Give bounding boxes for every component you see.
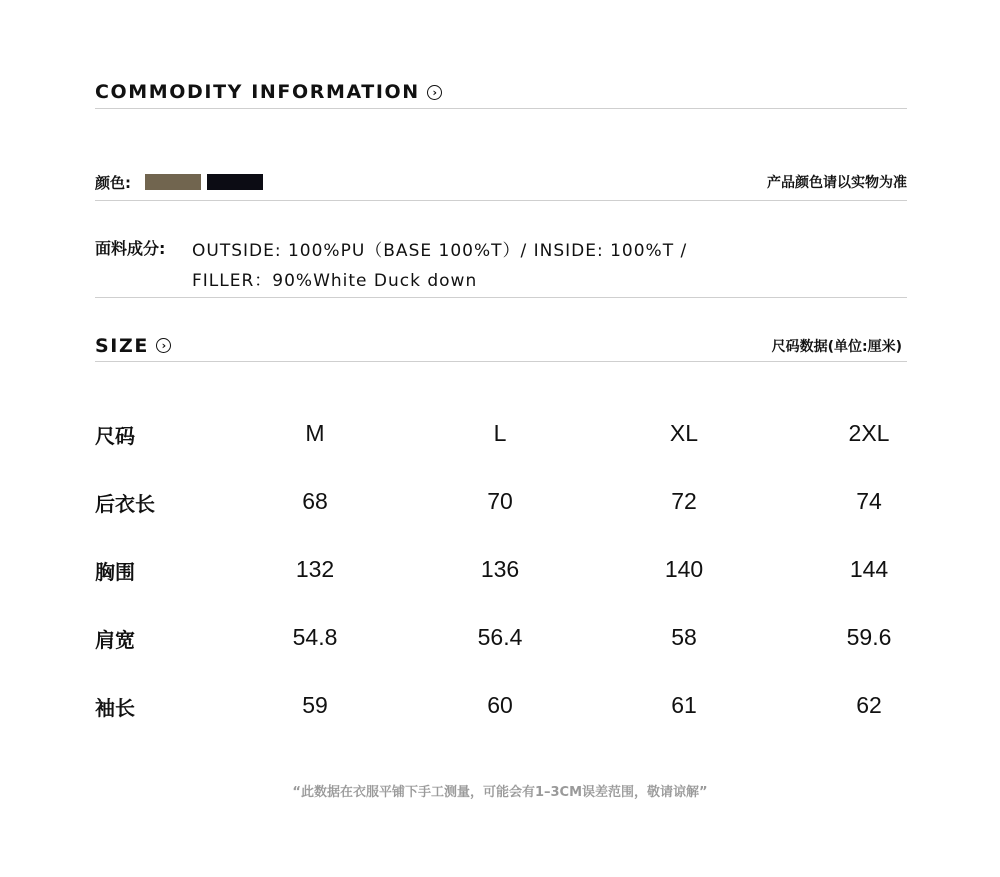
table-cell: 56.4 [477,624,523,650]
commodity-info-title: COMMODITY INFORMATION [95,81,420,103]
row-label: 肩宽 [95,628,135,652]
table-cell: 74 [856,488,882,514]
row-label: 后衣长 [95,492,155,516]
size-unit-note: 尺码数据(单位:厘米) [771,338,902,355]
table-cell: 144 [849,556,889,582]
color-row [95,164,907,201]
table-cell: XL [669,420,699,446]
table-cell: 68 [302,488,328,514]
color-swatch-brown[interactable] [145,174,201,190]
table-row [95,604,907,672]
color-label: 颜色: [95,173,131,192]
table-row [95,672,907,740]
chevron-right-icon[interactable]: › [156,338,171,353]
table-cell: 140 [664,556,704,582]
table-cell: 54.8 [292,624,338,650]
table-cell: L [493,420,507,446]
table-cell: 62 [856,692,882,718]
table-cell: 61 [671,692,697,718]
measurement-footnote: “此数据在衣服平铺下手工测量，可能会有1–3CM误差范围，敬请谅解” [292,785,708,800]
table-cell: 60 [487,692,513,718]
table-row [95,536,907,604]
fabric-composition-line-2: FILLER：90%White Duck down [192,271,478,291]
color-note: 产品颜色请以实物为准 [767,175,907,191]
fabric-composition-line-1: OUTSIDE: 100%PU（BASE 100%T）/ INSIDE: 100%T / [192,241,688,261]
row-label: 尺码 [95,424,135,448]
chevron-right-icon[interactable]: › [427,85,442,100]
table-cell: M [305,420,325,446]
size-header [95,330,907,362]
table-cell: 58 [671,624,697,650]
table-cell: 136 [480,556,520,582]
size-title: SIZE [95,334,149,357]
size-table [95,400,907,740]
commodity-info-header [95,76,907,109]
table-cell: 2XL [848,420,890,446]
table-row [95,400,907,468]
fabric-row [95,231,907,298]
table-cell: 132 [295,556,335,582]
table-row [95,468,907,536]
row-label: 胸围 [95,560,135,584]
table-cell: 72 [671,488,697,514]
color-swatch-black[interactable] [207,174,263,190]
table-cell: 59 [302,692,328,718]
table-cell: 70 [487,488,513,514]
table-cell: 59.6 [846,624,892,650]
row-label: 袖长 [95,696,135,720]
fabric-label: 面料成分: [95,239,166,258]
